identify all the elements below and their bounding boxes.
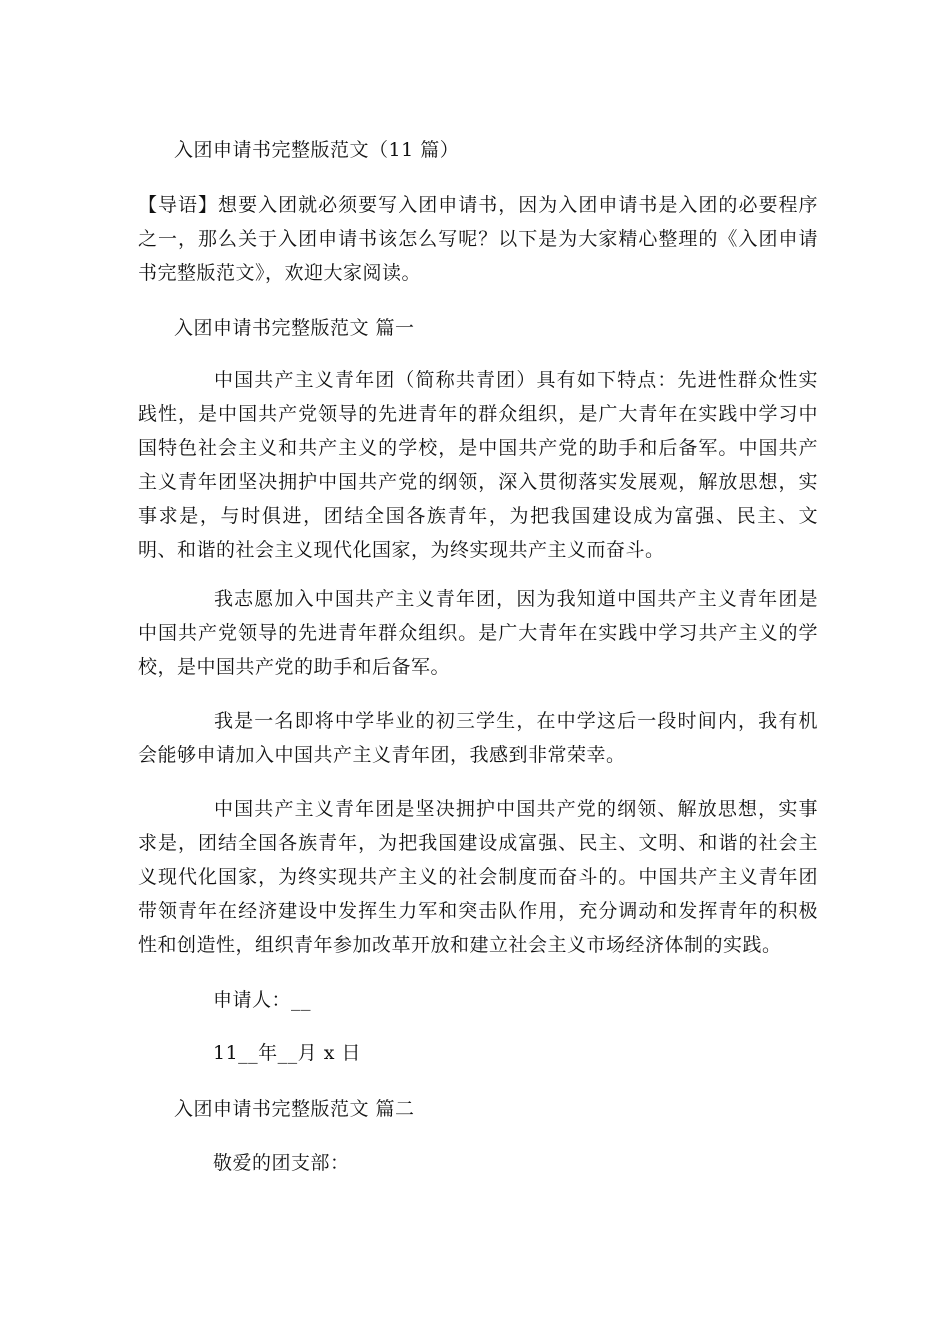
section1-paragraph-4: 中国共产主义青年团是坚决拥护中国共产党的纲领、解放思想，实事求是，团结全国各族青年，为把我国建设成富强、民主、文明、和谐的社会主义现代化国家，为终实现共产主义的社会制度而奋斗的。中国共产主义青年团带领青年在经济建设中发挥生力军和突击队作用，充分调动和发挥青年的积极性和创造性，组织青年参加改革开放和建立社会主义市场经济体制的实践。	[138, 798, 818, 956]
intro-paragraph: 【导语】想要入团就必须要写入团申请书，因为入团申请书是入团的必要程序之一，那么关于入团申请书该怎么写呢？以下是为大家精心整理的《入团申请书完整版范文》，欢迎大家阅读。	[138, 194, 818, 284]
section1-paragraph-1: 中国共产主义青年团（简称共青团）具有如下特点：先进性群众性实践性，是中国共产党领导的先进青年的群众组织，是广大青年在实践中学习中国特色社会主义和共产主义的学校，是中国共产党的助手和后备军。中国共产主义青年团坚决拥护中国共产党的纲领，深入贯彻落实发展观，解放思想，实事求是，与时俱进，团结全国各族青年，为把我国建设成为富强、民主、文明、和谐的社会主义现代化国家，为终实现共产主义而奋斗。	[138, 369, 818, 561]
document-title: 入团申请书完整版范文（11 篇）	[174, 139, 460, 161]
section2-salutation: 敬爱的团支部：	[213, 1152, 350, 1174]
applicant-line: 申请人：__	[213, 989, 312, 1011]
section2-heading: 入团申请书完整版范文 篇二	[174, 1098, 415, 1120]
section1-paragraph-3: 我是一名即将中学毕业的初三学生，在中学这后一段时间内，我有机会能够申请加入中国共产主义青年团，我感到非常荣幸。	[138, 710, 818, 766]
section1-heading: 入团申请书完整版范文 篇一	[174, 317, 415, 339]
section1-paragraph-2: 我志愿加入中国共产主义青年团，因为我知道中国共产主义青年团是中国共产党领导的先进青年群众组织。是广大青年在实践中学习共产主义的学校，是中国共产党的助手和后备军。	[138, 588, 818, 678]
date-line: 11__年__月 x 日	[213, 1042, 361, 1064]
